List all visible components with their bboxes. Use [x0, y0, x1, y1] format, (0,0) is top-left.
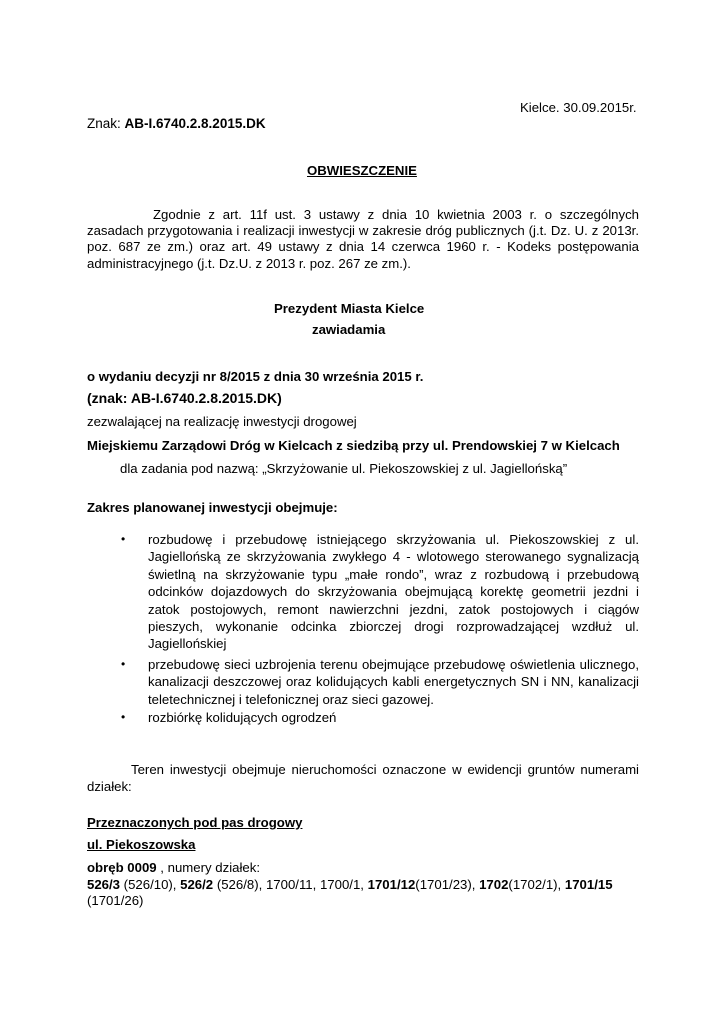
scope-item-1: rozbudowę i przebudowę istniejącego skrzyżowania ul. Piekoszowskiej z ul. Jagiellońską ze skrzyżowania zwykłego 4 - wlotowego sterowanego sygnalizacją świetlną na skrzyżowanie typu „małe rondo”, wraz z rozbudową i przebudową odcinków dojazdowych do skrzyżowania obejmującą korektę geometrii jezdni i zatok postojowych, remont nawierzchni jezdni, zatok postojowych i ciągów pieszych, wykonanie odcinka zbiorczej drogi rozprowadzającej wzdłuż ul. Jagiellońskiej	[148, 532, 639, 652]
parcel-number: 1702	[479, 877, 509, 892]
place-date: Kielce. 30.09.2015r.	[520, 100, 637, 115]
legal-basis-paragraph: Zgodnie z art. 11f ust. 3 ustawy z dnia 10 kwietnia 2003 r. o szczególnych zasadach przygotowania i realizacji inwestycji w zakresie dróg publicznych (j.t. Dz. U. z 2013r. poz. 687 ze zm.) oraz art. 49 ustawy z dnia 14 czerwca 1960 r. - Kodeks postępowania administracyjnego (j.t. Dz.U. z 2013 r. poz. 267 ze zm.).	[87, 207, 639, 271]
permit-text: zezwalającej na realizację inwestycji drogowej	[87, 414, 357, 429]
parcel-list	[87, 877, 613, 893]
street-name: ul. Piekoszowska	[87, 837, 196, 852]
reference-number	[87, 116, 266, 132]
decision-reference-prefix: (znak:	[87, 390, 131, 406]
precinct-line	[87, 860, 260, 876]
decision-line: o wydaniu decyzji nr 8/2015 z dnia 30 września 2015 r.	[87, 369, 424, 384]
parcel-number: 1700/11, 1700/1,	[265, 877, 368, 892]
document-title: OBWIESZCZENIE	[307, 163, 417, 178]
bullet-2: •	[121, 657, 126, 671]
parcel-old-number: (526/8),	[213, 877, 266, 892]
decision-reference-value: AB-I.6740.2.8.2015.DK)	[130, 390, 282, 406]
parcel-number: 526/3	[87, 877, 121, 892]
parcel-number: 526/2	[180, 877, 214, 892]
parcel-old-number: (526/10),	[120, 877, 181, 892]
recipient-text: Miejskiemu Zarządowi Dróg w Kielcach z siedzibą przy ul. Prendowskiej 7 w Kielcach	[87, 438, 620, 453]
decision-reference	[87, 390, 282, 406]
parcel-number: 1701/15	[564, 877, 613, 892]
precinct-suffix: , numery działek:	[156, 860, 260, 875]
parcel-old-number: (1701/23),	[415, 877, 480, 892]
reference-value: AB-I.6740.2.8.2015.DK	[124, 116, 266, 131]
area-intro: Teren inwestycji obejmuje nieruchomości oznaczone w ewidencji gruntów numerami działek:	[87, 762, 639, 794]
scope-heading: Zakres planowanej inwestycji obejmuje:	[87, 500, 338, 515]
bullet-1: •	[121, 532, 126, 546]
parcel-list-continued: (1701/26)	[87, 893, 144, 908]
road-heading: Przeznaczonych pod pas drogowy	[87, 815, 303, 830]
scope-item-3: rozbiórkę kolidujących ogrodzeń	[148, 710, 337, 725]
parcel-old-number: (1702/1),	[508, 877, 565, 892]
bullet-3: •	[121, 710, 126, 724]
precinct-label: obręb 0009	[87, 860, 157, 875]
parcel-number: 1701/12	[367, 877, 416, 892]
task-name: dla zadania pod nazwą: „Skrzyżowanie ul. Piekoszowskiej z ul. Jagiellońską”	[120, 461, 568, 476]
announces-verb: zawiadamia	[312, 322, 386, 337]
scope-item-2: przebudowę sieci uzbrojenia terenu obejmujące przebudowę oświetlenia ulicznego, kanalizacji deszczowej oraz kolidujących kabli energetycznych SN i NN, kanalizacji teletechnicznej i telefonicznej oraz sieci gazowej.	[148, 657, 639, 707]
reference-label: Znak:	[87, 116, 125, 131]
authority-name: Prezydent Miasta Kielce	[274, 301, 425, 316]
